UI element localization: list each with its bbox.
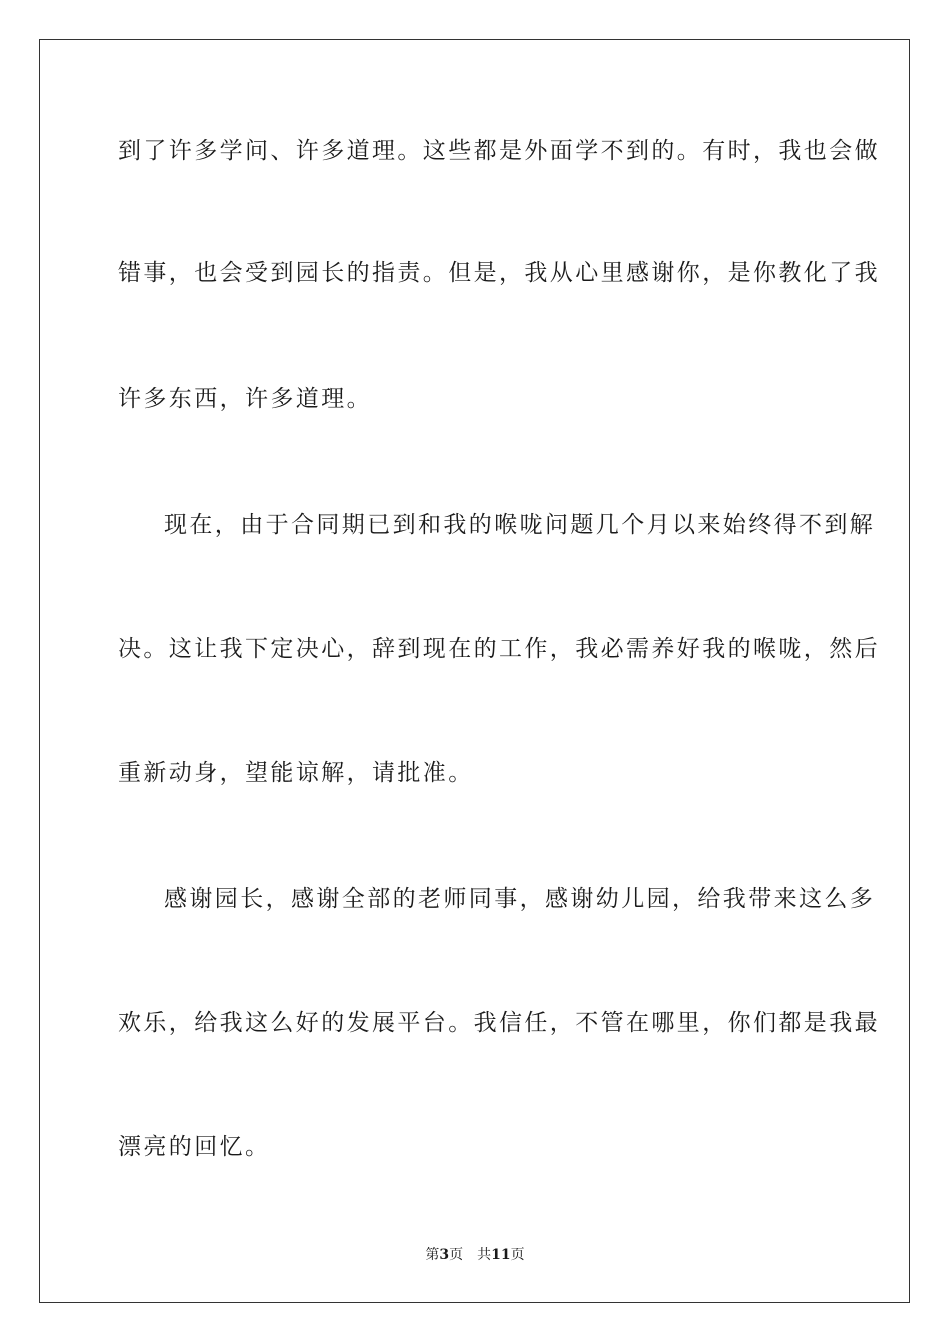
footer-total-suffix: 页: [510, 1247, 525, 1263]
footer-page-prefix: 第: [425, 1247, 440, 1263]
body-line-3: 许多东西，许多道理。: [118, 386, 372, 412]
body-line-7: 感谢园长，感谢全部的老师同事，感谢幼儿园，给我带来这么多: [164, 886, 876, 912]
body-line-2: 错事，也会受到园长的指责。但是，我从心里感谢你，是你教化了我: [118, 260, 880, 286]
footer-total-number: 11: [491, 1247, 511, 1263]
page-footer: [0, 1246, 950, 1264]
footer-page-suffix: 页: [449, 1247, 464, 1263]
body-line-8: 欢乐，给我这么好的发展平台。我信任，不管在哪里，你们都是我最: [118, 1010, 880, 1036]
body-line-1: 到了许多学问、许多道理。这些都是外面学不到的。有时，我也会做: [118, 138, 880, 164]
footer-total-prefix: 共: [477, 1247, 492, 1263]
footer-page-number: 3: [439, 1247, 450, 1263]
body-line-6: 重新动身，望能谅解，请批准。: [118, 760, 474, 786]
body-line-9: 漂亮的回忆。: [118, 1134, 271, 1160]
body-line-4: 现在，由于合同期已到和我的喉咙问题几个月以来始终得不到解: [164, 512, 876, 538]
page-border: [39, 39, 910, 1303]
body-line-5: 决。这让我下定决心，辞到现在的工作，我必需养好我的喉咙，然后: [118, 636, 880, 662]
